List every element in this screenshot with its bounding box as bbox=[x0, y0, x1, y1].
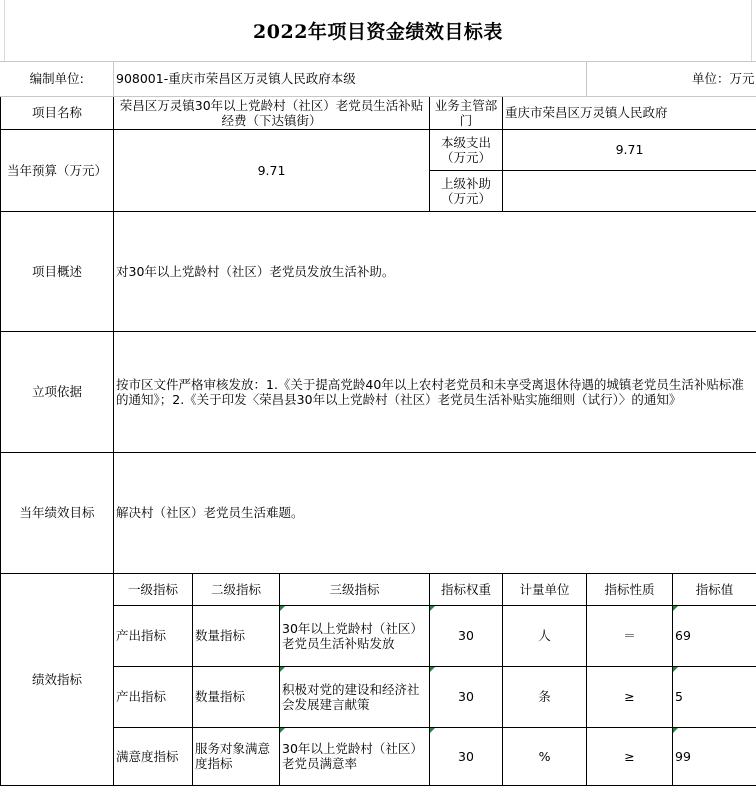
unit-cell: 条 bbox=[503, 666, 587, 727]
org-value: 908001-重庆市荣昌区万灵镇人民政府本级 bbox=[114, 62, 587, 96]
weight-cell: 30 bbox=[430, 605, 503, 666]
nature-cell: ＝ bbox=[587, 605, 673, 666]
header-level2: 二级指标 bbox=[193, 573, 280, 605]
superior-subsidy-label: 上级补助（万元） bbox=[430, 170, 503, 211]
project-name-value: 荣昌区万灵镇30年以上党龄村（社区）老党员生活补贴经费（下达镇街） bbox=[114, 96, 430, 129]
basis-label: 立项依据 bbox=[1, 331, 114, 452]
unit-cell: 人 bbox=[503, 605, 587, 666]
basis-row bbox=[1, 331, 756, 452]
value-cell: 99 bbox=[673, 727, 756, 785]
value-cell: 69 bbox=[673, 605, 756, 666]
level2-cell: 数量指标 bbox=[193, 605, 280, 666]
level3-cell: 积极对党的建设和经济社会发展建言献策 bbox=[280, 666, 430, 727]
header-level1: 一级指标 bbox=[114, 573, 193, 605]
value-cell: 5 bbox=[673, 666, 756, 727]
level3-cell: 30年以上党龄村（社区）老党员满意率 bbox=[280, 727, 430, 785]
indicator-header-row bbox=[1, 573, 756, 605]
superior-subsidy-value bbox=[503, 170, 756, 211]
overview-label: 项目概述 bbox=[1, 211, 114, 331]
level3-cell: 30年以上党龄村（社区）老党员生活补贴发放 bbox=[280, 605, 430, 666]
indicator-row bbox=[1, 605, 756, 666]
own-expense-label: 本级支出（万元） bbox=[430, 129, 503, 170]
header-value: 指标值 bbox=[673, 573, 756, 605]
weight-cell: 30 bbox=[430, 666, 503, 727]
sheet-title: 2022年项目资金绩效目标表 bbox=[0, 0, 756, 62]
goal-text: 解决村（社区）老党员生活难题。 bbox=[114, 452, 756, 573]
basis-text: 按市区文件严格审核发放：1.《关于提高党龄40年以上农村老党员和未享受离退休待遇的城镇老党员生活补贴标准的通知》；2.《关于印发〈荣昌县30年以上党龄村（社区）老党员生活补贴实施细则（试行）〉的通知》 bbox=[114, 331, 756, 452]
level1-cell: 产出指标 bbox=[114, 666, 193, 727]
unit-label: 单位：万元 bbox=[587, 62, 756, 96]
project-row bbox=[1, 96, 756, 129]
level2-cell: 服务对象满意度指标 bbox=[193, 727, 280, 785]
indicator-row bbox=[1, 727, 756, 785]
budget-label: 当年预算（万元） bbox=[1, 129, 114, 211]
overview-text: 对30年以上党龄村（社区）老党员发放生活补助。 bbox=[114, 211, 756, 331]
unit-row bbox=[1, 62, 756, 96]
level1-cell: 满意度指标 bbox=[114, 727, 193, 785]
weight-cell: 30 bbox=[430, 727, 503, 785]
overview-row bbox=[1, 211, 756, 331]
header-nature: 指标性质 bbox=[587, 573, 673, 605]
project-name-label: 项目名称 bbox=[1, 96, 114, 129]
indicators-label: 绩效指标 bbox=[1, 573, 114, 785]
org-label: 编制单位: bbox=[1, 62, 114, 96]
own-expense-value: 9.71 bbox=[503, 129, 756, 170]
nature-cell: ≥ bbox=[587, 666, 673, 727]
nature-cell: ≥ bbox=[587, 727, 673, 785]
budget-row-1 bbox=[1, 129, 756, 170]
level2-cell: 数量指标 bbox=[193, 666, 280, 727]
header-unit: 计量单位 bbox=[503, 573, 587, 605]
budget-value: 9.71 bbox=[114, 129, 430, 211]
goal-label: 当年绩效目标 bbox=[1, 452, 114, 573]
dept-value: 重庆市荣昌区万灵镇人民政府 bbox=[503, 96, 756, 129]
header-weight: 指标权重 bbox=[430, 573, 503, 605]
level1-cell: 产出指标 bbox=[114, 605, 193, 666]
header-level3: 三级指标 bbox=[280, 573, 430, 605]
dept-label: 业务主管部门 bbox=[430, 96, 503, 129]
indicator-row bbox=[1, 666, 756, 727]
goal-row bbox=[1, 452, 756, 573]
unit-cell: % bbox=[503, 727, 587, 785]
performance-table bbox=[0, 62, 756, 786]
